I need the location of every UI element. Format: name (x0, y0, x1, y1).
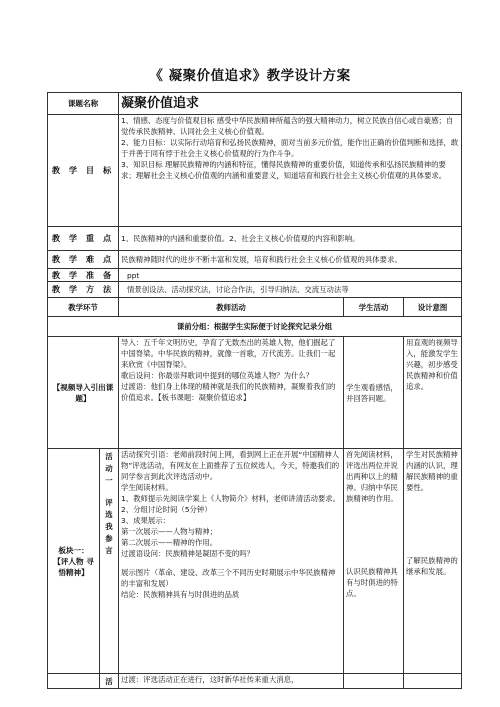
prep-row (48, 269, 462, 282)
intro-teacher-activity (119, 337, 344, 449)
section1-teacher-line: 结论：民族精神具有与时俱进的品质 (121, 590, 240, 599)
section1-teacher-line: 第二次展示——精神的作用。 (121, 538, 218, 547)
section1-teacher-line: 1、教师提示先阅读学案上《人物简介》材料，老师讲清活动要求。 (121, 494, 341, 503)
goal-item: 2、能力目标：以实际行动培育和弘扬民族精神，面对当前多元价值，能作出正确的价值判断和选择，敢于并善于同有悖于社会主义核心价值观的行为作斗争。 (121, 138, 459, 158)
section1-design-text: 了解民族精神的继承和发展。 (406, 556, 458, 576)
goal-item: 3、知识目标 理解民族精神的内涵和特征，懂得民族精神的重要价值，知道传承和弘扬民族精神的要求；理解社会主义核心价值观的内涵和重要意义，知道培育和践行社会主义核心价值观的具体要求。 (121, 160, 447, 180)
section1-teacher-line: 第一次展示——人物与精神； (121, 527, 218, 536)
pre-class-grouping: 课前分组：根据学生实际便于讨论探究记录分组 (48, 317, 462, 337)
method-value: 情景创设法、活动探究法，讨论合作法，引导归纳法、交流互动法等 (119, 282, 462, 298)
intro-stage-label: 【视频导入引出课题】 (48, 337, 119, 449)
topic-row (48, 93, 462, 115)
section1-teacher-line: 过渡语设问：民族精神是凝固不变的吗？ (121, 549, 255, 558)
continued-row (48, 674, 462, 689)
intro-teacher-line: 歌后设问：你最崇拜歌词中提到的哪位英雄人物？为什么？ (121, 371, 314, 380)
section1-teacher-activity (119, 449, 344, 674)
goals-content (119, 115, 462, 227)
header-stage: 教学环节 (48, 298, 119, 317)
activity-char: 选 (105, 510, 113, 519)
activity-char: 参 (105, 534, 113, 543)
activity-char: 言 (105, 546, 113, 555)
section1-student-text: 首先阅读材料，评选出两位并说出两种以上的精神。归纳中华民族精神的作用。 (346, 450, 398, 503)
activity-char: 我 (105, 522, 113, 531)
prep-value: ppt (119, 269, 462, 282)
topic-value: 凝聚价值追求 (119, 93, 462, 115)
activity-char: 活 (105, 452, 113, 461)
intro-teacher-line: 过渡语：他们身上体现的精神就是我们的民族精神，凝聚着我们的价值追求。【板书课题：凝聚价值追求】 (121, 382, 336, 402)
section1-teacher-line: 学生阅读材料。 (121, 483, 173, 492)
intro-teacher-line: 导入：五千年文明历史，孕育了无数杰出的英雄人物，他们掘起了中国脊梁。中华民族的精神，就像一首歌，万代流芳。让我们一起来欣赏《中国脊梁》。 (121, 338, 336, 369)
activity-char-gap (102, 487, 116, 497)
paragraph-gap (121, 559, 341, 567)
difficulty-value: 民族精神随时代的进步不断丰富和发展，培育和践行社会主义核心价值观的具体要求。 (119, 251, 462, 269)
continued-stage-cell (48, 674, 100, 689)
intro-student-activity: 学生观看感悟，并回答问题。 (344, 337, 404, 449)
section1-row (48, 449, 462, 674)
intro-design-intent: 用直观的视频导入，能激发学生兴趣，初步感受民族精神和价值追求。 (404, 337, 462, 449)
activity-char: 评 (105, 498, 113, 507)
section1-stage-label (48, 449, 100, 674)
pre-class-row (48, 317, 462, 337)
key-points-row (48, 227, 462, 251)
document-title: 《 凝聚价值追求》教学设计方案 (149, 68, 351, 84)
activity-one-label (100, 449, 119, 674)
difficulty-label: 教 学 难 点 (48, 251, 119, 269)
section1-student-activity (344, 449, 404, 674)
difficulty-row (48, 251, 462, 269)
method-row (48, 282, 462, 298)
section1-student-text: 认识民族精神具有与时俱进的特点。 (346, 567, 398, 598)
activity-two-label: 活 (100, 674, 119, 689)
header-teacher: 教师活动 (119, 298, 344, 317)
goals-row (48, 115, 462, 227)
intro-row (48, 337, 462, 449)
prep-label: 教 学 准 备 (48, 269, 119, 282)
section1-label-line: 板块一： (58, 545, 89, 555)
header-student: 学生活动 (344, 298, 404, 317)
continued-student-cell (344, 674, 404, 689)
section1-label-line: 【评人物 寻悟精神】 (53, 556, 94, 577)
header-design: 设计意图 (404, 298, 462, 317)
section1-teacher-line: 活动探究引语：老师前段时间上网，看到网上正在开展“中国精神人物”评选活动，有网友在上面推荐了五位候选人，今天，特邀我们的同学参言到此次评选活动中。 (121, 450, 340, 481)
continued-design-cell (404, 674, 462, 689)
paragraph-gap (346, 504, 401, 566)
key-points-value: 1、民族精神的内涵和重要价值。2、社会主义核心价值观的内容和影响。 (119, 227, 462, 251)
section1-teacher-line: 展示图片（革命、建设、改革三个不同历史时期展示中华民族精神的丰富和发展） (121, 568, 336, 588)
paragraph-gap (406, 493, 459, 555)
lesson-plan-table (47, 92, 462, 689)
activity-char: 一 (105, 476, 113, 485)
continued-teacher-activity: 过渡：评选活动正在进行，这时新华社传来重大消息， (119, 674, 344, 689)
goals-label: 教 学 目 标 (48, 115, 119, 227)
key-points-label: 教 学 重 点 (48, 227, 119, 251)
goal-item: 1、情感、态度与价值观目标 感受中华民族精神所蕴含的强大精神动力，树立民族自信心或自豪感；自觉传承民族精神、认同社会主义核心价值观。 (121, 116, 454, 136)
method-label: 教 学 方 法 (48, 282, 119, 298)
section1-teacher-line: 2、分组讨论时间（5分钟） (121, 505, 212, 514)
topic-label: 课题名称 (48, 93, 119, 115)
section1-teacher-line: 3、成果展示： (121, 516, 171, 525)
section1-design-intent (404, 449, 462, 674)
column-header-row (48, 298, 462, 317)
activity-char: 动 (105, 464, 113, 473)
section1-design-text: 学生对民族精神内涵的认识，理解民族精神的重要性。 (406, 450, 458, 492)
